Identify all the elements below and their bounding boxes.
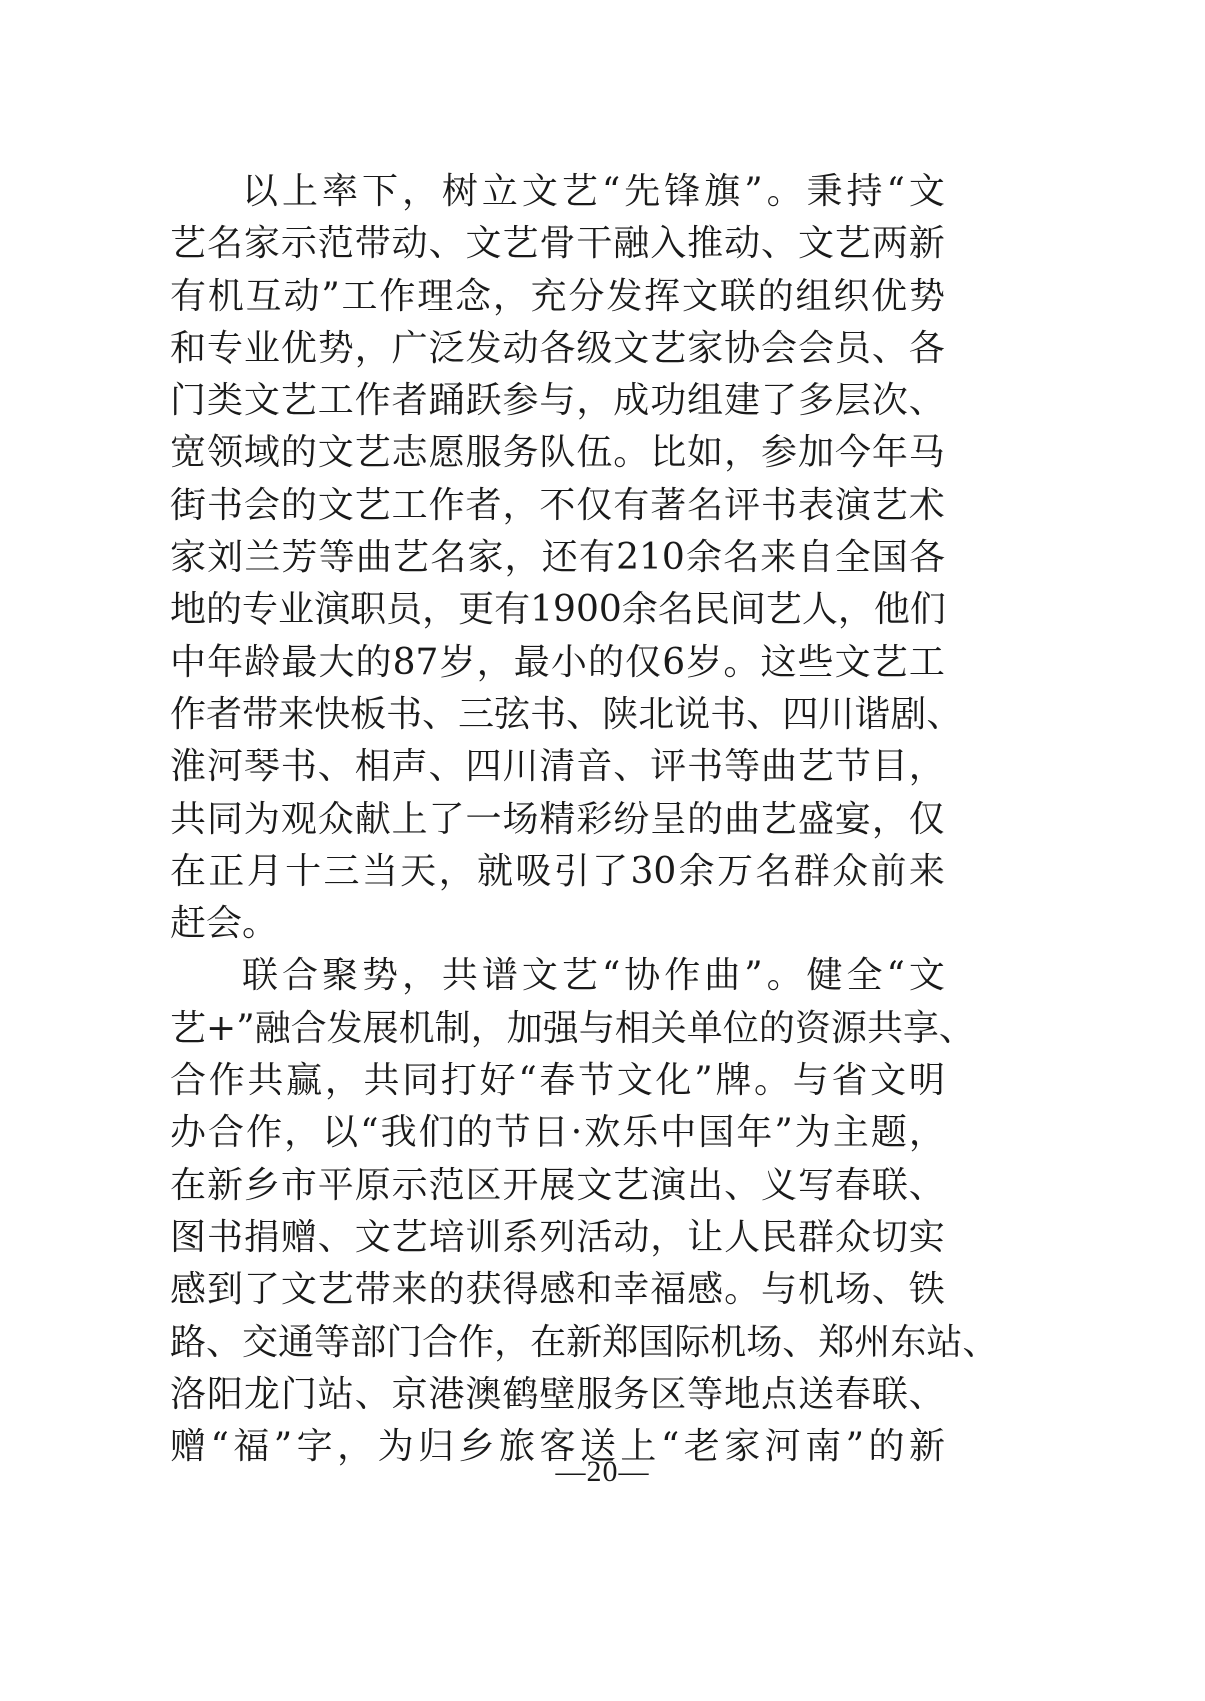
text-line: 路 、 交 通 等 部 门 合 作 ， 在 新 郑 国 际 机 场 、 郑 州 东 站 、 bbox=[170, 1321, 999, 1363]
text-line: 图 书 捐 赠 、 文 艺 培 训 系 列 活 动 ， 让 人 民 群 众 切 实 bbox=[170, 1216, 945, 1258]
text-line: 在 新 乡 市 平 原 示 范 区 开 展 文 艺 演 出 、 义 写 春 联 、 bbox=[170, 1164, 945, 1206]
text-line: 作 者 带 来 快 板 书 、 三 弦 书 、 陕 北 说 书 、 四 川 谐 剧 、 bbox=[170, 693, 963, 735]
body-text bbox=[170, 166, 999, 1473]
text-line: 感 到 了 文 艺 带 来 的 获 得 感 和 幸 福 感 。 与 机 场 、 铁 bbox=[170, 1269, 945, 1311]
text-line: 合 作 共 赢 ， 共 同 打 好 “ 春 节 文 化 ” 牌 。 与 省 文 明 bbox=[170, 1060, 945, 1102]
text-line: 街 书 会 的 文 艺 工 作 者 ， 不 仅 有 著 名 评 书 表 演 艺 术 bbox=[170, 484, 945, 526]
text-line: 艺 名 家 示 范 带 动 、 文 艺 骨 干 融 入 推 动 、 文 艺 两 新 bbox=[170, 223, 945, 265]
text-line: 宽 领 域 的 文 艺 志 愿 服 务 队 伍 。 比 如 ， 参 加 今 年 马 bbox=[170, 432, 945, 474]
text-line: 联 合 聚 势 ， 共 谱 文 艺 “ 协 作 曲 ” 。 健 全 “ 文 bbox=[242, 955, 945, 997]
text-line: 共 同 为 观 众 献 上 了 一 场 精 彩 纷 呈 的 曲 艺 盛 宴 ， 仅 bbox=[170, 798, 945, 840]
text-line: 淮 河 琴 书 、 相 声 、 四 川 清 音 、 评 书 等 曲 艺 节 目 ， bbox=[170, 746, 945, 788]
text-line: 洛 阳 龙 门 站 、 京 港 澳 鹤 壁 服 务 区 等 地 点 送 春 联 、 bbox=[170, 1373, 945, 1415]
text-line: 以 上 率 下 ， 树 立 文 艺 “ 先 锋 旗 ” 。 秉 持 “ 文 bbox=[242, 171, 945, 212]
text-line: 赶会。 bbox=[170, 903, 279, 945]
text-line: 在 正 月 十 三 当 天 ， 就 吸 引 了 30 余 万 名 群 众 前 来 bbox=[170, 850, 945, 892]
text-line: 赠 “ 福 ” 字 ， 为 归 乡 旅 客 送 上 “ 老 家 河 南 ” 的 新 bbox=[170, 1426, 945, 1468]
page-number: —20— bbox=[555, 1455, 650, 1488]
text-line: 办 合 作 ， 以 “ 我 们 的 节 日 · 欢 乐 中 国 年 ” 为 主 题 ， bbox=[170, 1112, 945, 1154]
text-line: 地 的 专 业 演 职 员 ， 更 有 1900 余 名 民 间 艺 人 ， 他 们 bbox=[170, 589, 946, 631]
text-line: 艺 + ” 融 合 发 展 机 制 ， 加 强 与 相 关 单 位 的 资 源 共 享 、 bbox=[170, 1007, 975, 1049]
text-line: 门 类 文 艺 工 作 者 踊 跃 参 与 ， 成 功 组 建 了 多 层 次 、 bbox=[170, 380, 945, 422]
text-line: 中 年 龄 最 大 的 87 岁 ， 最 小 的 仅 6 岁 。 这 些 文 艺 工 bbox=[170, 641, 945, 683]
text-line: 有 机 互 动 ” 工 作 理 念 ， 充 分 发 挥 文 联 的 组 织 优 势 bbox=[170, 275, 945, 317]
text-line: 家 刘 兰 芳 等 曲 艺 名 家 ， 还 有 210 余 名 来 自 全 国 各 bbox=[170, 537, 945, 579]
text-line: 和 专 业 优 势 ， 广 泛 发 动 各 级 文 艺 家 协 会 会 员 、 各 bbox=[170, 327, 945, 369]
